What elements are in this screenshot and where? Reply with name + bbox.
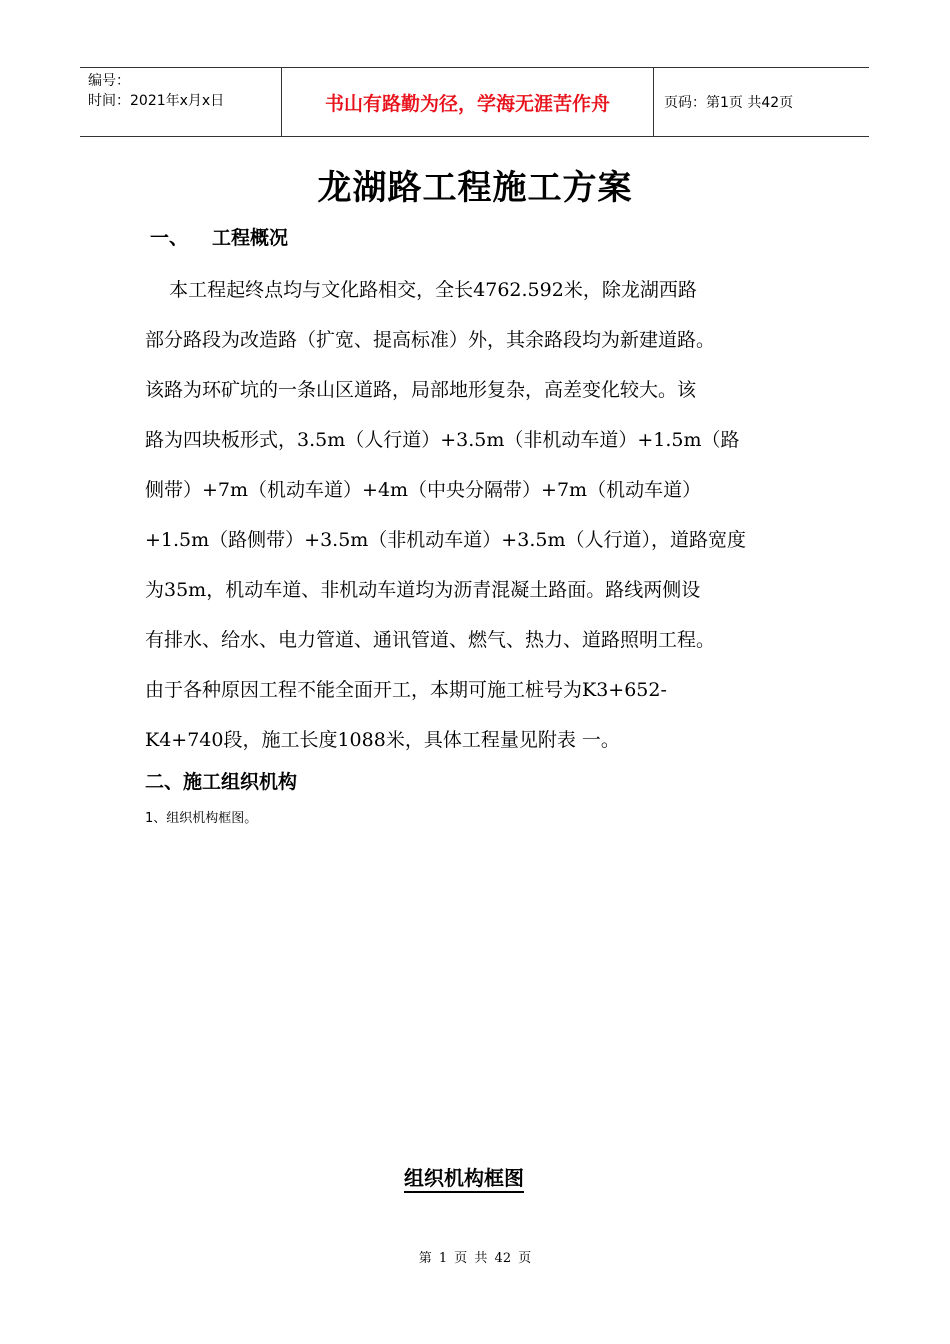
doc-number-label: 编号： (88, 73, 130, 89)
paragraph-line: +1.5m（路侧带）+3.5m（非机动车道）+3.5m（人行道），道路宽度 (145, 529, 746, 551)
paragraph-line: 部分路段为改造路（扩宽、提高标准）外，其余路段均为新建道路。 (145, 329, 716, 351)
paragraph-line: 为35m，机动车道、非机动车道均为沥青混凝土路面。路线两侧设 (145, 579, 701, 601)
paragraph-line: 有排水、给水、电力管道、通讯管道、燃气、热力、道路照明工程。 (145, 629, 716, 651)
subsection-item: 1、组织机构框图。 (145, 811, 258, 826)
section-number: 一、 (150, 227, 189, 249)
page-footer: 第 1 页 共 42 页 (418, 1251, 532, 1266)
section-heading-organization: 二、施工组织机构 (145, 771, 298, 793)
paragraph-line: K4+740段，施工长度1088米，具体工程量见附表 一。 (145, 729, 620, 751)
paragraph-line: 由于各种原因工程不能全面开工，本期可施工桩号为K3+652- (145, 679, 667, 701)
overview-paragraph (145, 265, 815, 765)
paragraph-line: 本工程起终点均与文化路相交，全长4762.592米，除龙湖西路 (145, 279, 697, 301)
page-header (80, 67, 869, 137)
paragraph-line: 侧带）+7m（机动车道）+4m（中央分隔带）+7m（机动车道） (145, 479, 702, 501)
paragraph-line: 路为四块板形式，3.5m（人行道）+3.5m（非机动车道）+1.5m（路 (145, 429, 740, 451)
doc-date-label: 时间：2021年x月x日 (88, 93, 225, 109)
document-title: 龙湖路工程施工方案 (317, 168, 633, 208)
paragraph-line: 该路为环矿坑的一条山区道路，局部地形复杂，高差变化较大。该 (145, 379, 697, 401)
header-page-info: 页码：第1页 共42页 (664, 95, 794, 111)
section-heading-text: 工程概况 (212, 227, 289, 249)
header-meta (80, 68, 281, 136)
section-heading-overview (150, 223, 288, 250)
org-chart-caption: 组织机构框图 (404, 1166, 524, 1190)
header-motto: 书山有路勤为径，学海无涯苦作舟 (281, 68, 654, 136)
